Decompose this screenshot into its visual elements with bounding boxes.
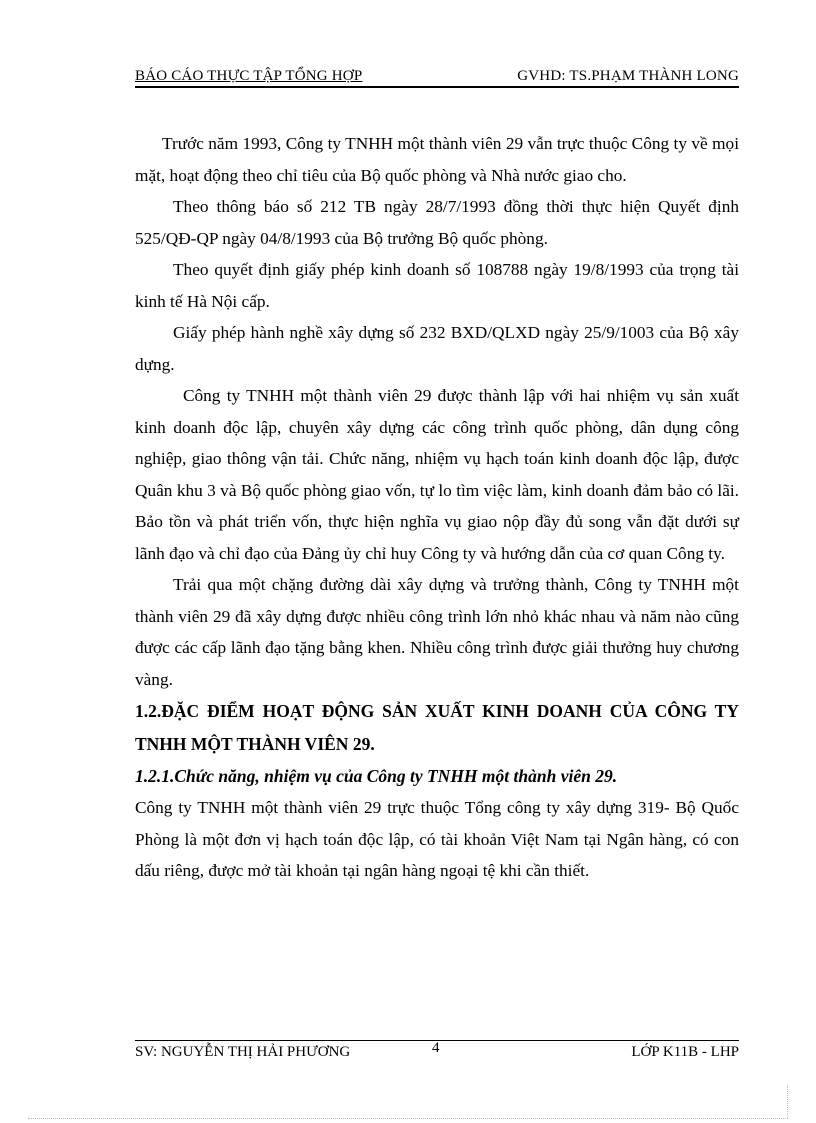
paragraph: Công ty TNHH một thành viên 29 trực thuộc Tổng công ty xây dựng 319- Bộ Quốc Phòng là một đơn vị hạch toán độc lập, có tài khoản Việt Nam tại Ngân hàng, có con dấu riêng, được mở tài khoản tại ngân hàng ngoại tệ khi cần thiết. [135,798,739,880]
paragraph: Giấy phép hành nghề xây dựng số 232 BXD/QLXD ngày 25/9/1003 của Bộ xây dựng. [135,323,739,374]
page-boundary-right [787,1085,788,1118]
supervisor-name: GVHD: TS.PHẠM THÀNH LONG [517,68,739,84]
subsection-heading: 1.2.1.Chức năng, nhiệm vụ của Công ty TNHH một thành viên 29. [135,766,618,786]
paragraph: Trải qua một chặng đường dài xây dựng và trưởng thành, Công ty TNHH một thành viên 29 đã xây dựng được nhiều công trình lớn nhỏ khác nhau và năm nào cũng được các cấp lãnh đạo tặng bằng khen. Nhiều công trình được giải thưởng huy chương vàng. [135,575,739,689]
student-name: SV: NGUYỄN THỊ HẢI PHƯƠNG [135,1044,351,1060]
paragraph: Trước năm 1993, Công ty TNHH một thành viên 29 vẫn trực thuộc Công ty về mọi mặt, hoạt động theo chỉ tiêu của Bộ quốc phòng và Nhà nước giao cho. [135,134,739,185]
section-heading: 1.2.ĐẶC ĐIỂM HOẠT ĐỘNG SẢN XUẤT KINH DOANH CỦA CÔNG TY TNHH MỘT THÀNH VIÊN 29. [135,701,739,754]
class-code: LỚP K11B - LHP [631,1044,739,1060]
report-title: BÁO CÁO THỰC TẬP TỔNG HỢP [135,68,363,84]
page-boundary-bottom [28,1118,788,1119]
page-header [135,68,739,88]
paragraph: Theo quyết định giấy phép kinh doanh số 108788 ngày 19/8/1993 của trọng tài kinh tế Hà Nội cấp. [135,260,739,311]
paragraph: Công ty TNHH một thành viên 29 được thành lập với hai nhiệm vụ sản xuất kinh doanh độc lập, chuyên xây dựng các công trình quốc phòng, dân dụng công nghiệp, giao thông vận tải. Chức năng, nhiệm vụ hạch toán kinh doanh độc lập, được Quân khu 3 và Bộ quốc phòng giao vốn, tự lo tìm việc làm, kinh doanh đảm bảo có lãi. Bảo tồn và phát triển vốn, thực hiện nghĩa vụ giao nộp đầy đủ song vẫn đặt dưới sự lãnh đạo và chỉ đạo của Đảng ủy chỉ huy Công ty và hướng dẫn của cơ quan Công ty. [135,386,739,563]
page-footer [135,1040,739,1061]
document-body [135,128,739,887]
paragraph: Theo thông báo số 212 TB ngày 28/7/1993 đồng thời thực hiện Quyết định 525/QĐ-QP ngày 04/8/1993 của Bộ trưởng Bộ quốc phòng. [135,197,739,248]
page-number: 4 [432,1040,440,1056]
